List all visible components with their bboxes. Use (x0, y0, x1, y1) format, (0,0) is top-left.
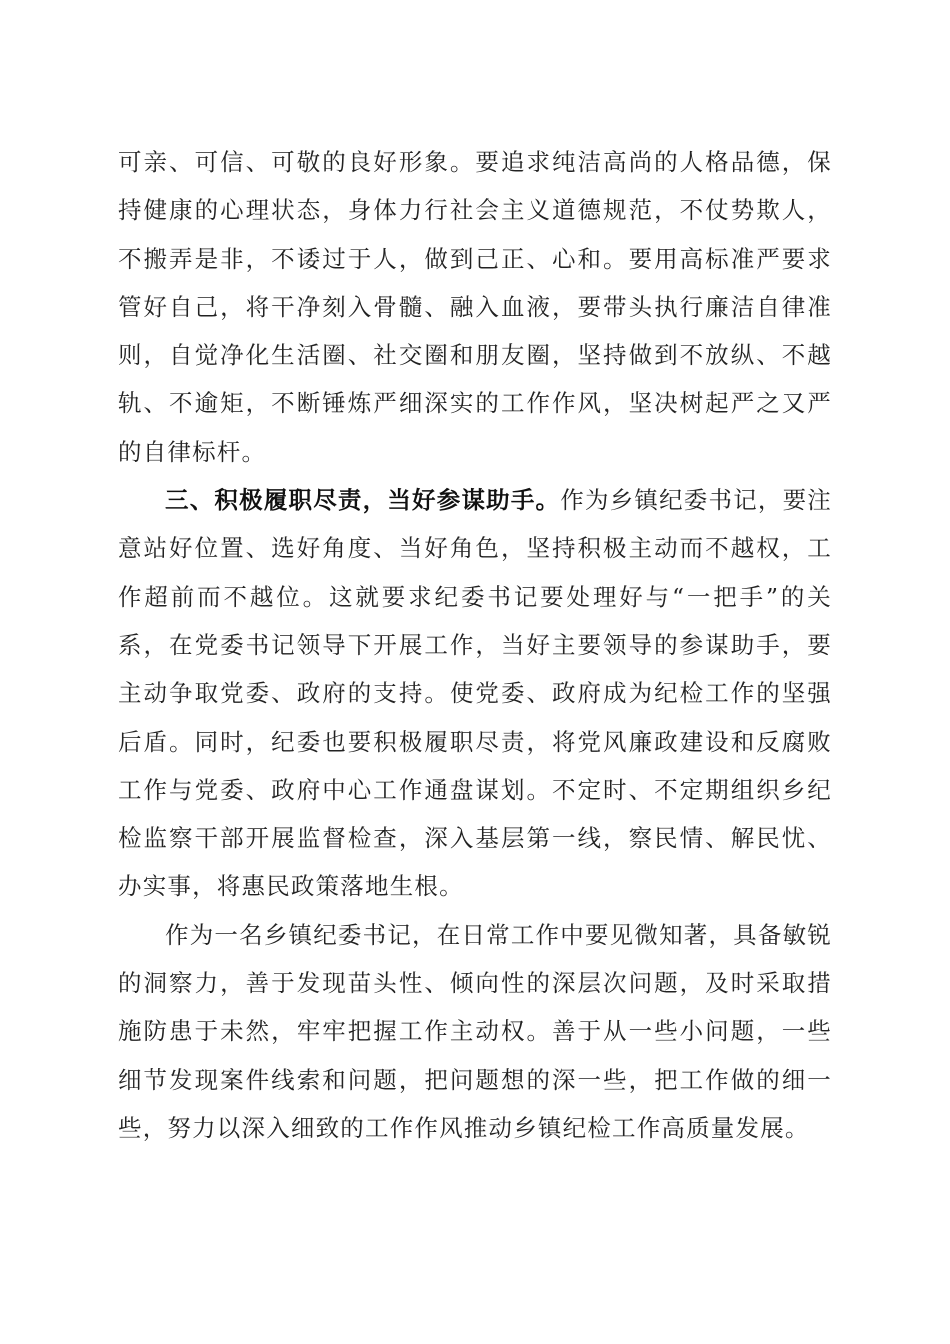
paragraph-continued: 可亲、可信、可敬的良好形象。要追求纯洁高尚的人格品德，保持健康的心理状态，身体力行社会主义道德规范，不仗势欺人，不搬弄是非，不诿过于人，做到己正、心和。要用高标准严要求管好自己，将干净刻入骨髓、融入血液，要带头执行廉洁自律准则，自觉净化生活圈、社交圈和朋友圈，坚持做到不放纵、不越轨、不逾矩，不断锤炼严细深实的工作作风，坚决树起严之又严的自律标杆。 (118, 148, 832, 466)
section-3-heading: 三、积极履职尽责，当好参谋助手。 (165, 486, 561, 515)
closing-paragraph: 作为一名乡镇纪委书记，在日常工作中要见微知著，具备敏锐的洞察力，善于发现苗头性、倾向性的深层次问题，及时采取措施防患于未然，牢牢把握工作主动权。善于从一些小问题，一些细节发现案件线索和问题，把问题想的深一些，把工作做的细一些，努力以深入细致的工作作风推动乡镇纪检工作高质量发展。 (118, 920, 832, 1142)
section-3-body: 作为乡镇纪委书记，要注意站好位置、选好角度、当好角色，坚持积极主动而不越权，工作超前而不越位。这就要求纪委书记要处理好与“一把手”的关系，在党委书记领导下开展工作，当好主要领导的参谋助手，要主动争取党委、政府的支持。使党委、政府成为纪检工作的坚强后盾。同时，纪委也要积极履职尽责，将党风廉政建设和反腐败工作与党委、政府中心工作通盘谋划。不定时、不定期组织乡纪检监察干部开展监督检查，深入基层第一线，察民情、解民忧、办实事，将惠民政策落地生根。 (118, 486, 833, 901)
document-body (118, 138, 832, 1152)
section-3-paragraph (118, 476, 832, 911)
